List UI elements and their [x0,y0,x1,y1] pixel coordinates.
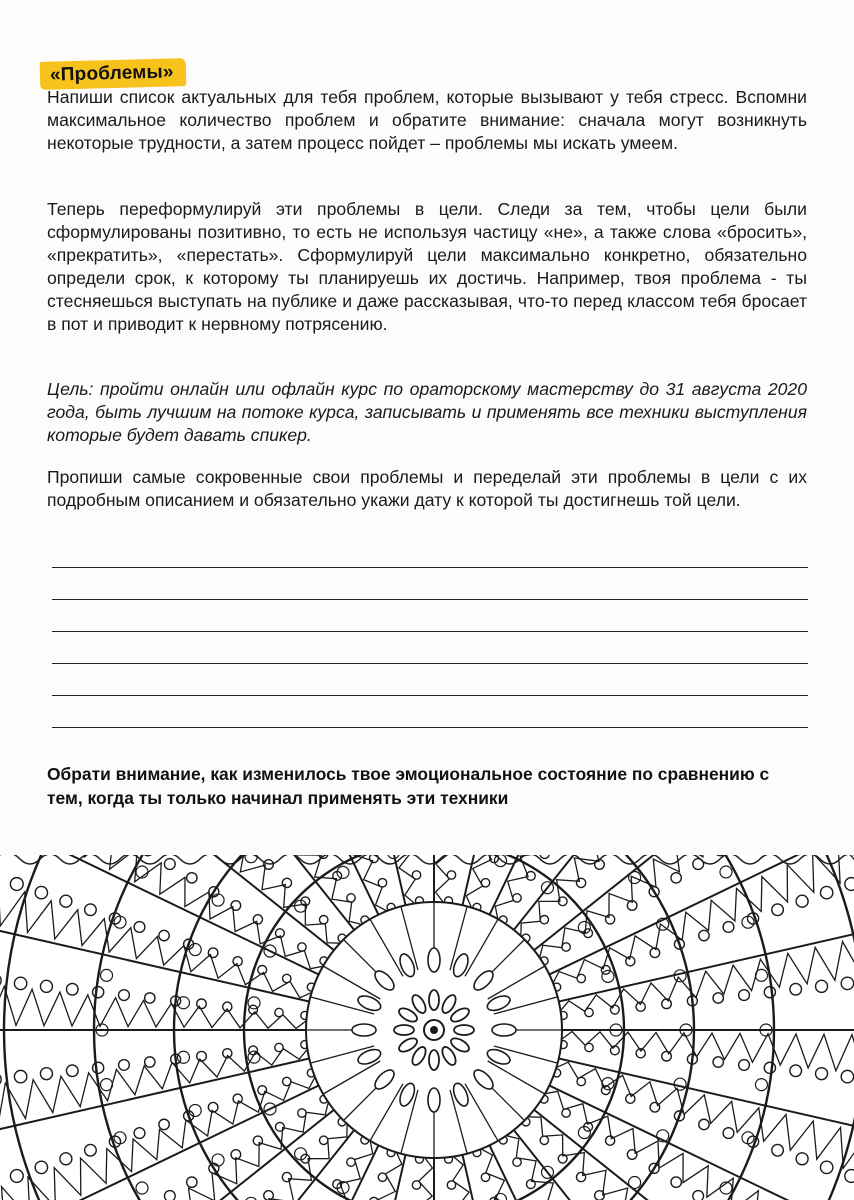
paragraph-text: Цель: пройти онлайн или офлайн курс по ораторскому мастерству до 31 августа 2020 года, быть лучшим на потоке курса, записывать и применять все техники выступления которые будет давать спикер. [47,379,807,445]
writing-line[interactable] [52,599,808,600]
mandala-illustration [0,855,854,1200]
paragraph-text: Напиши список актуальных для тебя проблем, которые вызывают у тебя стресс. Вспомни максимальное количество проблем и обратите внимание: сначала могут возникнуть некоторые трудности, а затем процесс пойдет – проблемы мы искать умеем. [47,87,807,153]
paragraph-goal-example [47,378,807,447]
closing-note: Обрати внимание, как изменилось твое эмоциональное состояние по сравнению с тем, когда ты только начинал применять эти техники [47,764,770,808]
paragraph-text: Теперь переформулируй эти проблемы в цели. Следи за тем, чтобы цели были сформулированы позитивно, то есть не используя частицу «не», а также слова «бросить», «прекратить», «перестать». Сформулируй цели максимально конкретно, обязательно определи срок, к которому ты планируешь их достичь. Например, твоя проблема - ты стесняешься выступать на публике и даже рассказывая, что-то перед классом тебя бросает в пот и приводит к нервному потрясению. [47,199,807,334]
paragraph-reformulate [47,198,807,336]
paragraph-intro [47,86,807,155]
writing-line[interactable] [52,663,808,664]
writing-line[interactable] [52,727,808,728]
writing-line[interactable] [52,567,808,568]
writing-line[interactable] [52,631,808,632]
section-tag: «Проблемы» [40,58,186,90]
paragraph-text: Пропиши самые сокровенные свои проблемы и переделай эти проблемы в цели с их подробным описанием и обязательно укажи дату к которой ты достигнешь той цели. [47,467,807,510]
paragraph-instruction [47,466,807,512]
mandala-pattern [0,855,854,1200]
writing-line[interactable] [52,695,808,696]
